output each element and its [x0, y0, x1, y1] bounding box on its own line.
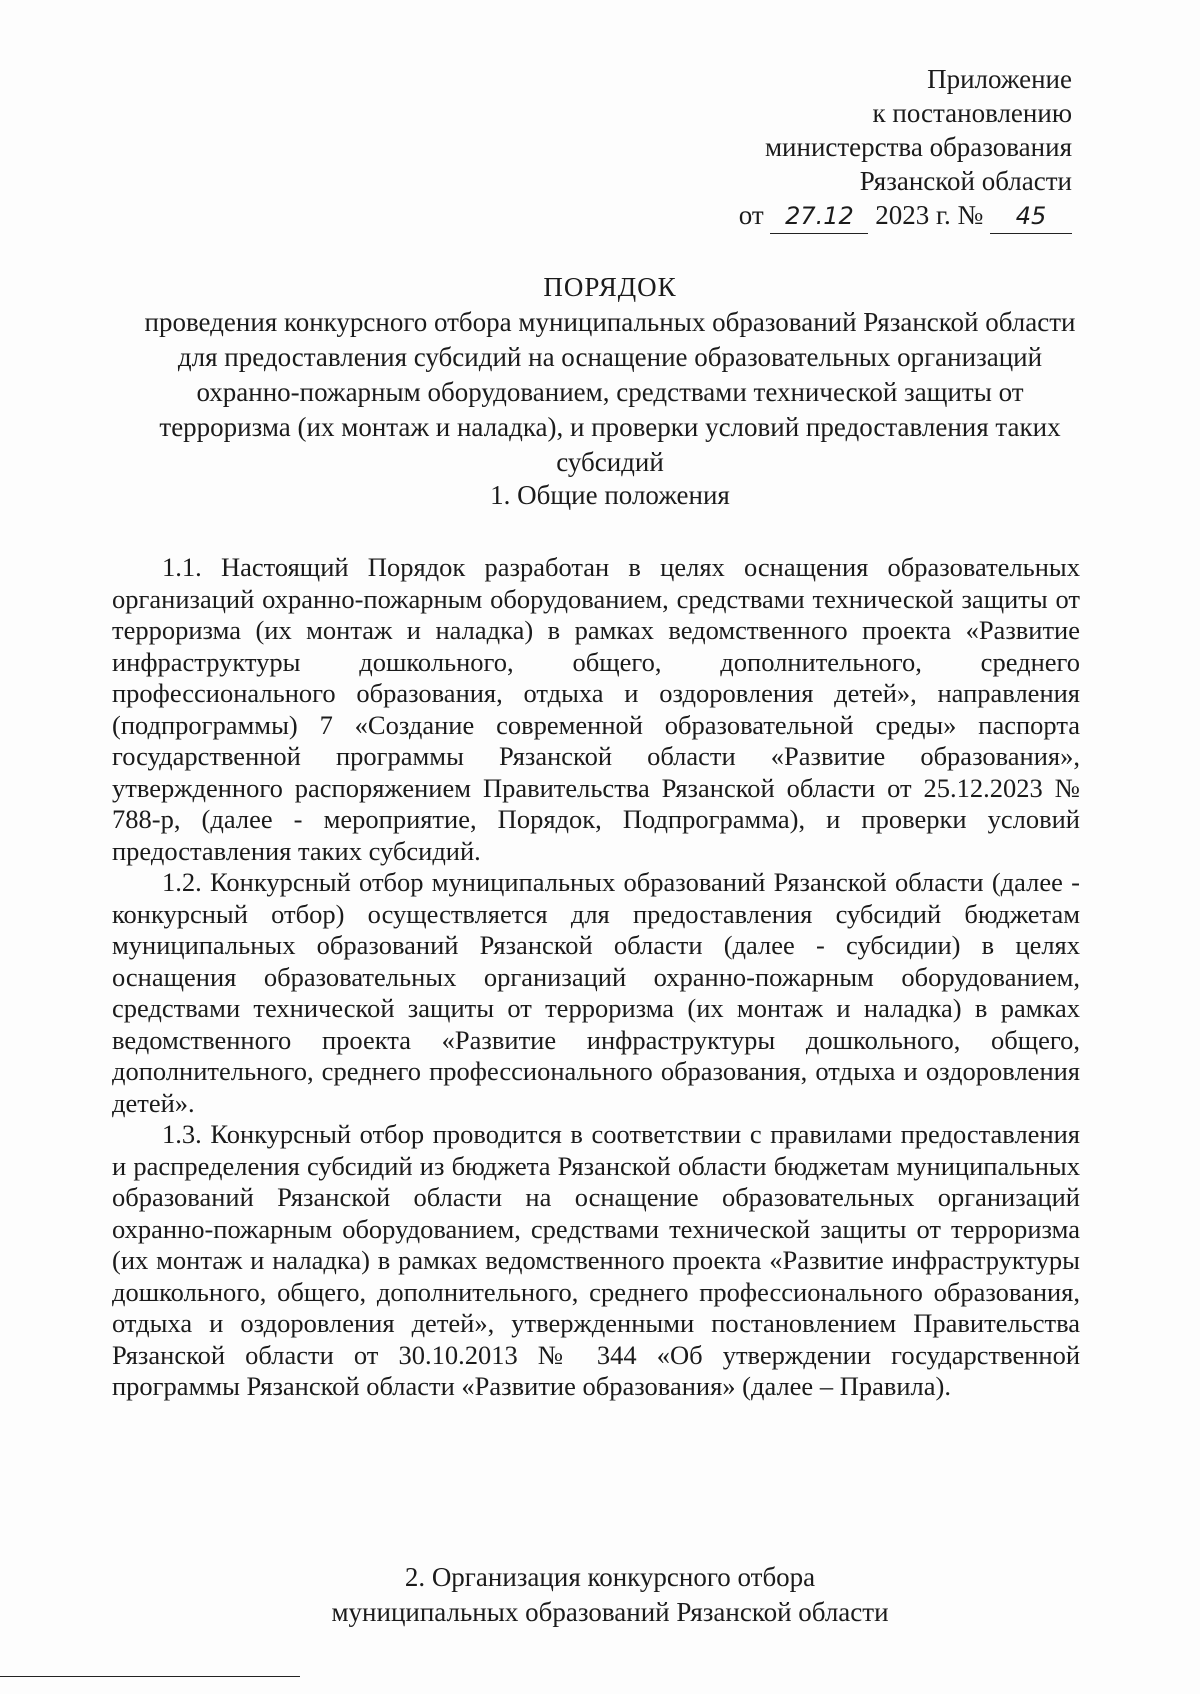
paragraph-1-3: 1.3. Конкурсный отбор проводится в соответствии с правилами предоставления и распределения субсидий из бюджета Рязанской области бюджетам муниципальных образований Рязанской области на оснащение образовательных организаций охранно-пожарным оборудованием, средствами технической защиты от терроризма (их монтаж и наладка) в рамках ведомственного проекта «Развитие инфраструктуры дошкольного, общего, дополнительного, среднего профессионального образования, отдыха и оздоровления детей», утвержденными постановлением Правительства Рязанской области от 30.10.2013 № 344 «Об утверждении государственной программы Рязанской области «Развитие образования» (далее – Правила). [112, 1119, 1080, 1401]
section-1-heading: 1. Общие положения [490, 480, 730, 510]
document-title [140, 270, 1080, 480]
footnote-separator [0, 1676, 300, 1677]
section-1-body [112, 552, 1080, 1403]
date-prefix: от [738, 200, 764, 230]
section-2-heading [140, 1560, 1080, 1630]
title-heading: ПОРЯДОК [543, 272, 677, 302]
date-suffix: 2023 г. № [875, 200, 984, 230]
section-2-heading-line: муниципальных образований Рязанской области [331, 1597, 889, 1627]
appendix-block [652, 62, 1072, 234]
title-subtitle: проведения конкурсного отбора муниципальных образований Рязанской области для предоставления субсидий на оснащение образовательных организаций охранно-пожарным оборудованием, средствами технической защиты от терроризма (их монтаж и наладка), и проверки условий предоставления таких субсидий [144, 307, 1076, 477]
appendix-line: Приложение [927, 64, 1072, 94]
appendix-line: к постановлению [872, 98, 1072, 128]
handwritten-date: 27.12 [770, 199, 868, 234]
paragraph-1-1: 1.1. Настоящий Порядок разработан в целях оснащения образовательных организаций охранно-пожарным оборудованием, средствами технической защиты от терроризма (их монтаж и наладка) в рамках ведомственного проекта «Развитие инфраструктуры дошкольного, общего, дополнительного, среднего профессионального образования, отдыха и оздоровления детей», направления (подпрограммы) 7 «Создание современной образовательной среды» паспорта государственной программы Рязанской области «Развитие образования», утвержденного распоряжением Правительства Рязанской области от 25.12.2023 № 788-р, (далее - мероприятие, Порядок, Подпрограмма), и проверки условий предоставления таких субсидий. [112, 552, 1080, 866]
appendix-line: Рязанской области [859, 166, 1072, 196]
appendix-line: министерства образования [764, 132, 1072, 162]
appendix-date-line [652, 198, 1072, 234]
handwritten-number: 45 [990, 199, 1072, 234]
paragraph-1-2: 1.2. Конкурсный отбор муниципальных образований Рязанской области (далее - конкурсный отбор) осуществляется для предоставления субсидий бюджетам муниципальных образований Рязанской области (далее - субсидии) в целях оснащения образовательных организаций охранно-пожарным оборудованием, средствами технической защиты от терроризма (их монтаж и наладка) в рамках ведомственного проекта «Развитие инфраструктуры дошкольного, общего, дополнительного, среднего профессионального образования, отдыха и оздоровления детей». [112, 867, 1080, 1118]
section-2-heading-line: 2. Организация конкурсного отбора [404, 1562, 816, 1592]
